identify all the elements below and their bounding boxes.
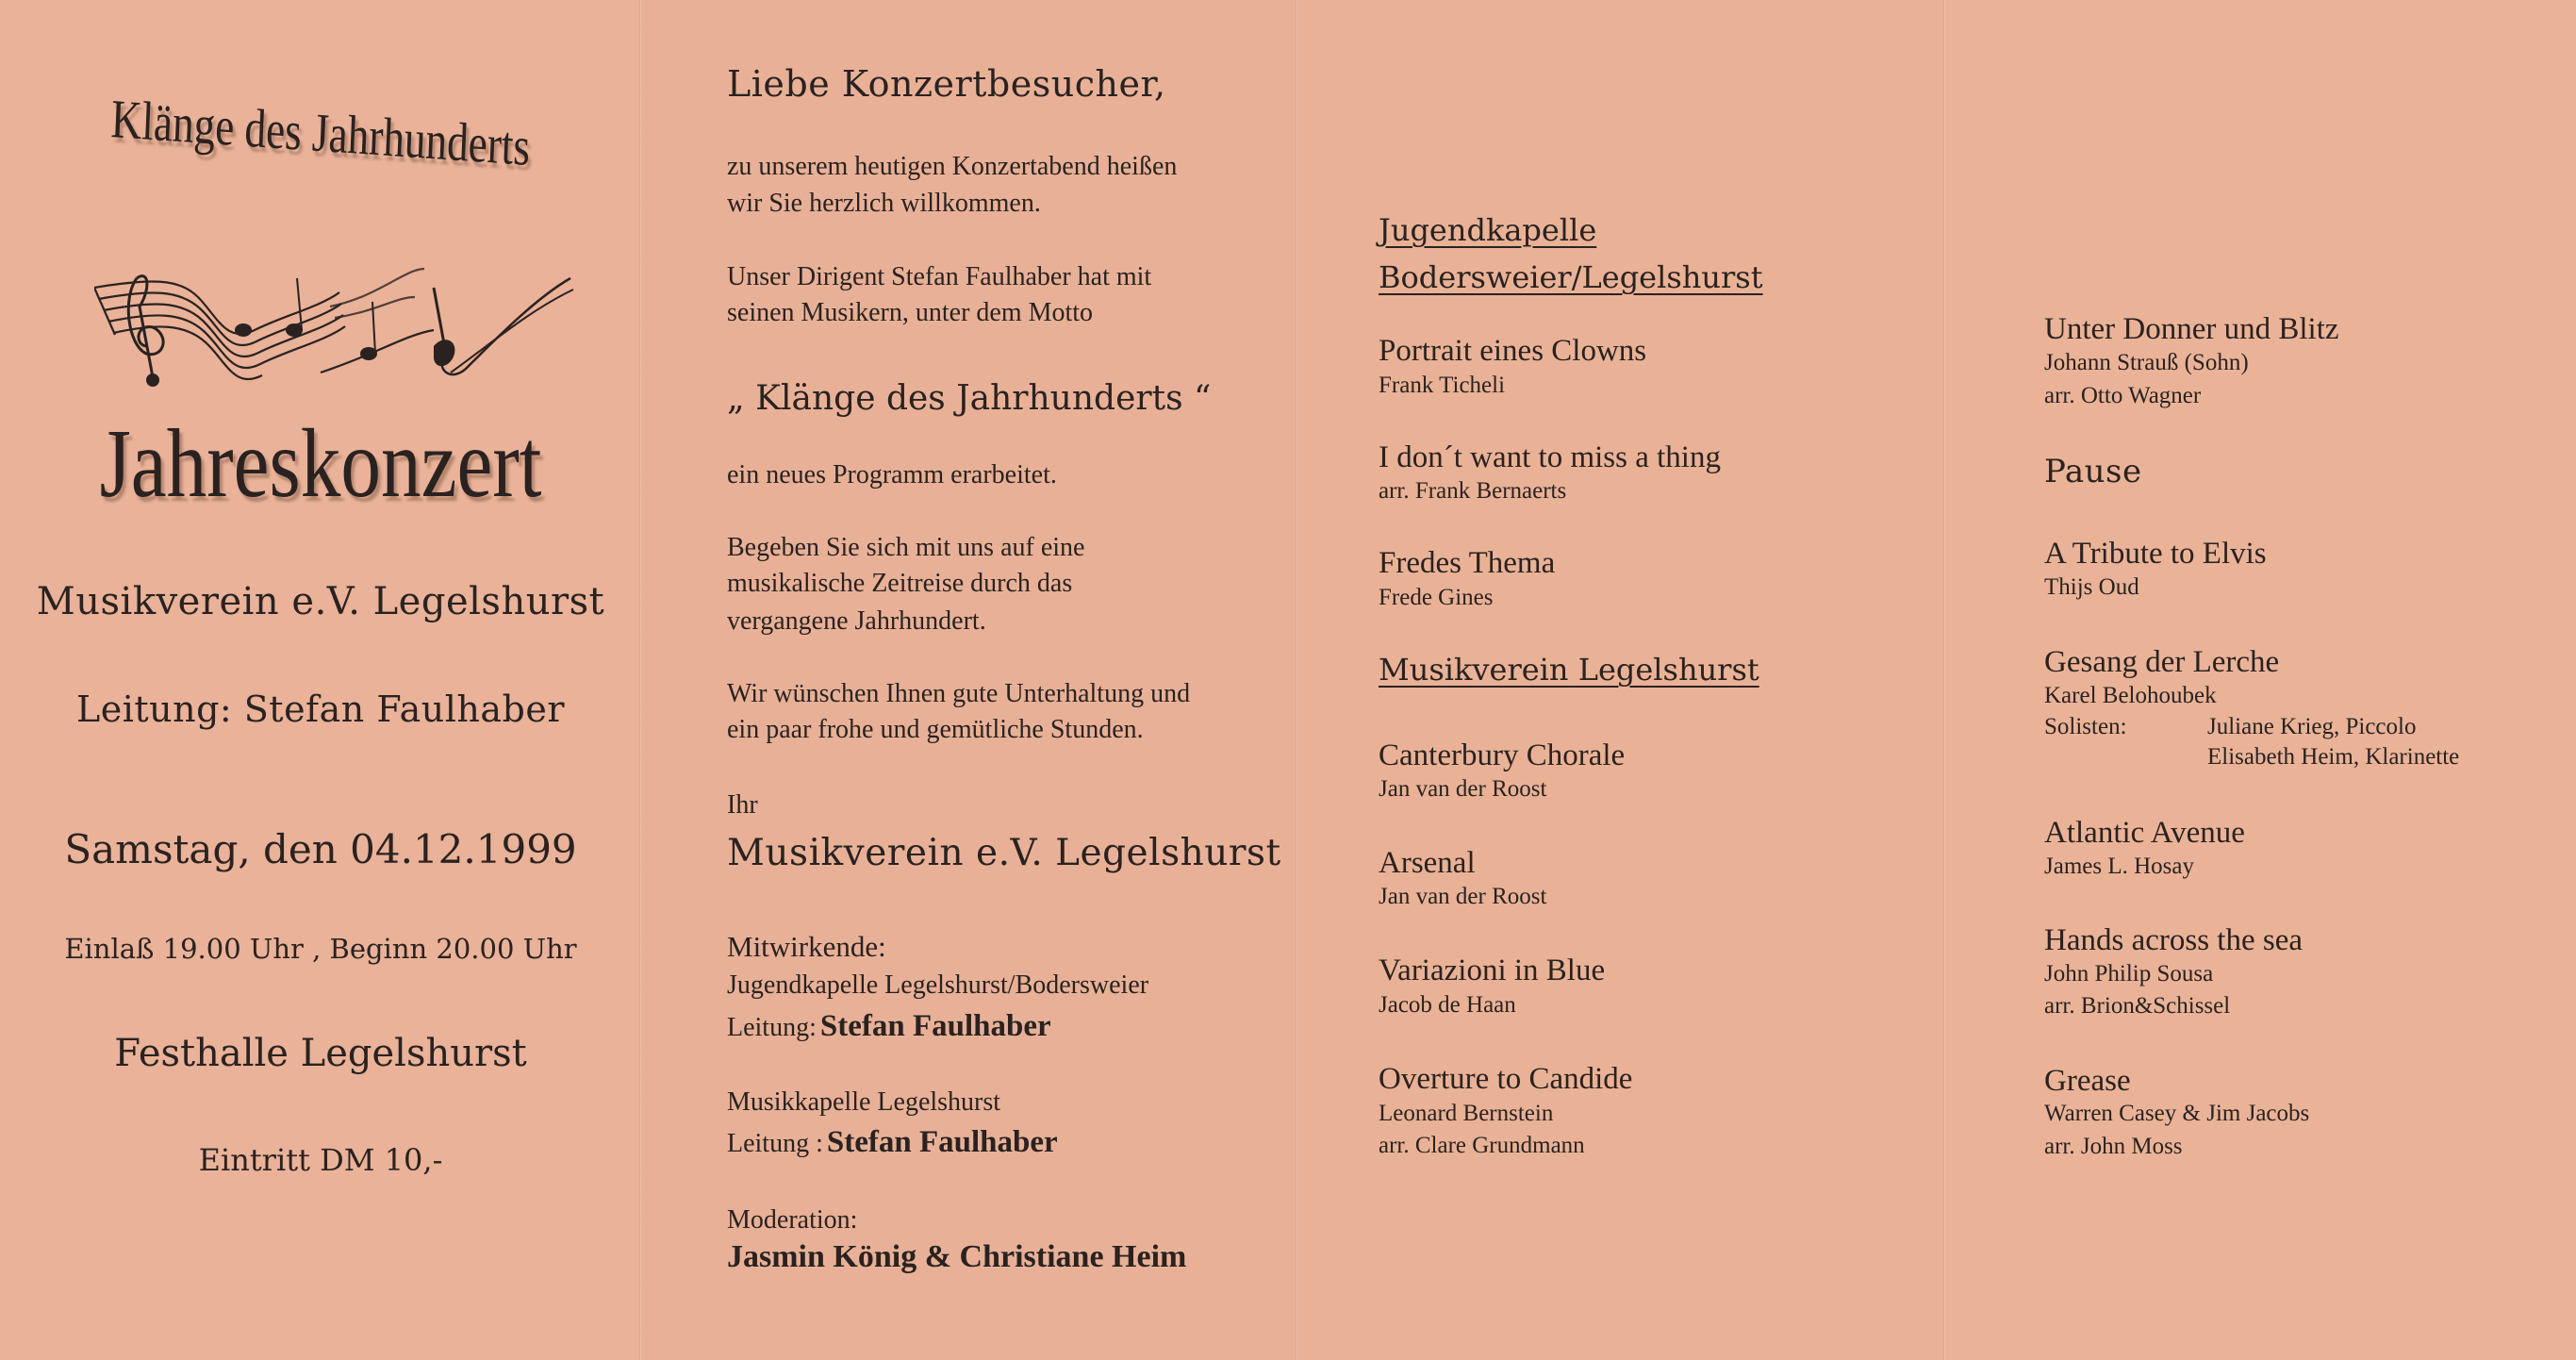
piece-credit: arr. Brion&Schissel	[2044, 993, 2231, 1019]
soloist: Elisabeth Heim, Klarinette	[2207, 744, 2460, 770]
piece-credit: Frank Ticheli	[1379, 373, 1506, 398]
piece-title: A Tribute to Elvis	[2044, 537, 2267, 571]
piece-title: I don´t want to miss a thing	[1379, 440, 1721, 474]
piece-credit: Leonard Bernstein	[1379, 1101, 1554, 1126]
motto-title: Klänge des Jahrhunderts	[109, 88, 532, 177]
welcome-text: seinen Musikern, unter dem Motto	[727, 298, 1094, 327]
welcome-text: ein paar frohe und gemütliche Stunden.	[727, 715, 1144, 744]
piece-title: Gesang der Lerche	[2044, 645, 2280, 679]
soloist: Juliane Krieg, Piccolo	[2207, 714, 2417, 739]
band-leader	[727, 1011, 1051, 1042]
section-heading: Bodersweier/Legelshurst	[1379, 259, 1763, 295]
piece-title: Unter Donner und Blitz	[2044, 312, 2339, 346]
concert-date: Samstag, den 04.12.1999	[64, 826, 577, 872]
leader-label: Leitung :	[727, 1129, 823, 1158]
leader-label: Leitung:	[727, 1013, 817, 1042]
intermission-label: Pause	[2044, 453, 2142, 490]
band-name: Jugendkapelle Legelshurst/Bodersweier	[727, 970, 1149, 1000]
motto-quote: „ Klänge des Jahrhunderts “	[727, 379, 1212, 418]
conductor-line: Leitung: Stefan Faulhaber	[75, 688, 566, 730]
moderation-label: Moderation:	[727, 1205, 858, 1235]
piece-credit: Karel Belohoubek	[2044, 683, 2217, 708]
piece-credit: arr. Clare Grundmann	[1379, 1133, 1585, 1158]
piece-credit: Johann Strauß (Sohn)	[2044, 350, 2249, 375]
piece-title: Grease	[2044, 1064, 2131, 1098]
welcome-text: musikalische Zeitreise durch das	[727, 569, 1073, 598]
leader-name: Stefan Faulhaber	[819, 1009, 1051, 1043]
admission-price: Eintritt DM 10,-	[198, 1142, 443, 1178]
piece-credit: James L. Hosay	[2044, 854, 2194, 879]
welcome-text: wir Sie herzlich willkommen.	[727, 189, 1041, 218]
piece-title: Atlantic Avenue	[2044, 816, 2245, 850]
piece-title: Overture to Candide	[1379, 1062, 1633, 1096]
band-name: Musikkapelle Legelshurst	[727, 1087, 1001, 1117]
welcome-text: ein neues Programm erarbeitet.	[727, 460, 1057, 489]
welcome-text: vergangene Jahrhundert.	[727, 606, 986, 636]
piece-title: Hands across the sea	[2044, 923, 2303, 957]
piece-credit: Frede Gines	[1379, 585, 1494, 610]
piece-credit: arr. Frank Bernaerts	[1379, 478, 1567, 504]
piece-title: Fredes Thema	[1379, 546, 1556, 580]
piece-title: Canterbury Chorale	[1379, 738, 1626, 772]
signature: Musikverein e.V. Legelshurst	[727, 832, 1281, 874]
welcome-text: Wir wünschen Ihnen gute Unterhaltung und	[727, 679, 1191, 708]
program-panel-2	[1945, 0, 2576, 1360]
music-staff-treble-clef-icon	[94, 240, 575, 391]
piece-title: Arsenal	[1379, 846, 1476, 880]
piece-credit: Jacob de Haan	[1379, 992, 1516, 1018]
cover-panel	[0, 0, 641, 1360]
welcome-panel	[641, 0, 1297, 1360]
piece-credit: John Philip Sousa	[2044, 961, 2214, 987]
salutation: Liebe Konzertbesucher,	[727, 63, 1166, 105]
leader-name: Stefan Faulhaber	[826, 1125, 1058, 1159]
closing: Ihr	[727, 790, 758, 820]
moderators: Jasmin König & Christiane Heim	[727, 1239, 1187, 1274]
welcome-text: Begeben Sie sich mit uns auf eine	[727, 533, 1085, 562]
section-heading: Musikverein Legelshurst	[1379, 652, 1759, 688]
welcome-text: Unser Dirigent Stefan Faulhaber hat mit	[727, 262, 1152, 291]
venue: Festhalle Legelshurst	[114, 1032, 527, 1075]
performers-label: Mitwirkende:	[727, 930, 886, 963]
piece-title: Portrait eines Clowns	[1379, 334, 1647, 368]
piece-credit: Jan van der Roost	[1379, 776, 1547, 802]
program-panel-1	[1297, 0, 1945, 1360]
piece-credit: arr. John Moss	[2044, 1134, 2183, 1159]
piece-credit: Thijs Oud	[2044, 574, 2139, 600]
piece-credit: Warren Casey & Jim Jacobs	[2044, 1101, 2310, 1126]
soloists-label: Solisten:	[2044, 714, 2127, 739]
piece-title: Variazioni in Blue	[1379, 954, 1606, 987]
organizer-name: Musikverein e.V. Legelshurst	[36, 580, 605, 623]
piece-credit: Jan van der Roost	[1379, 884, 1547, 909]
piece-credit: arr. Otto Wagner	[2044, 383, 2202, 408]
event-title: Jahreskonzert	[99, 409, 542, 518]
welcome-text: zu unserem heutigen Konzertabend heißen	[727, 152, 1178, 181]
section-heading: Jugendkapelle	[1379, 212, 1597, 248]
doors-and-start-times: Einlaß 19.00 Uhr , Beginn 20.00 Uhr	[64, 933, 577, 965]
band-leader	[727, 1127, 1058, 1158]
